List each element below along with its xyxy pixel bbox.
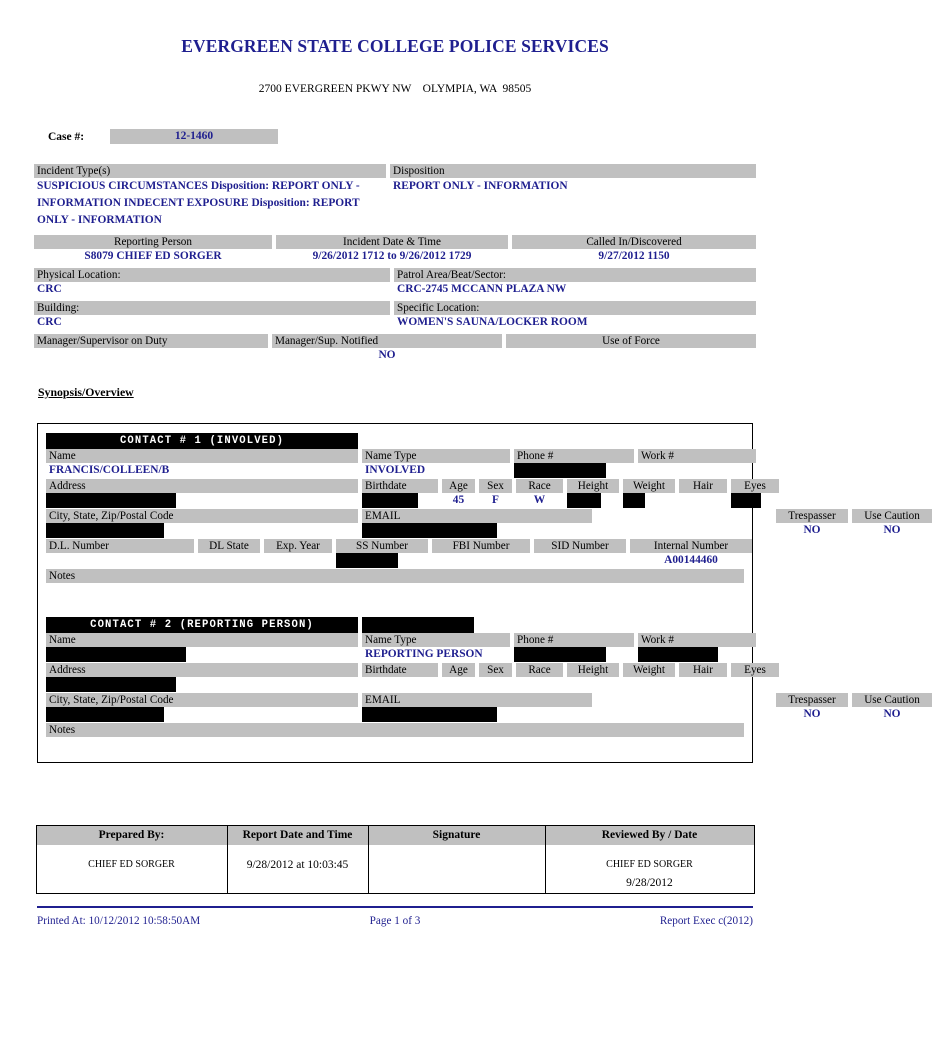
contact-field-value <box>679 493 727 508</box>
contact-field-label: Work # <box>638 633 756 647</box>
contact-city-header-row <box>46 693 920 707</box>
contact-field-label: Eyes <box>731 479 779 493</box>
prepared-by-header: Prepared By: <box>36 826 227 846</box>
contact-block <box>46 433 920 599</box>
contact-field-label: D.L. Number <box>46 539 194 553</box>
contact-field-label: Weight <box>623 479 675 493</box>
contact-demographic-value-row <box>46 677 744 693</box>
case-number-value: 12-1460 <box>110 129 278 144</box>
contact-field-value <box>623 677 675 692</box>
signature-value-row <box>36 845 754 893</box>
contact-field-value: 45 <box>452 494 465 506</box>
redaction-bar <box>362 493 418 508</box>
redaction-bar <box>731 493 761 508</box>
contact-demographic-header-row <box>46 663 766 677</box>
patrol-area-value: CRC-2745 MCCANN PLAZA NW <box>397 283 567 295</box>
signature-table <box>36 825 755 894</box>
contact-city-value-row <box>46 707 901 723</box>
contact-field-value <box>264 553 332 568</box>
signature-value[interactable] <box>368 845 545 893</box>
redaction-bar <box>362 707 497 722</box>
contact-field-label: SID Number <box>534 539 626 553</box>
contact-name-header-row <box>46 633 744 647</box>
redaction-bar <box>46 707 164 722</box>
contact-notes-row <box>46 569 744 583</box>
contact-field-label: Phone # <box>514 633 634 647</box>
contact-field-label: City, State, Zip/Postal Code <box>46 509 358 523</box>
contact-field-label: Sex <box>479 479 512 493</box>
contact-field-value <box>516 677 563 692</box>
contact-notes-row <box>46 723 744 737</box>
contact-field-label: Exp. Year <box>264 539 332 553</box>
police-report-page <box>0 36 920 1058</box>
disposition-value: REPORT ONLY - INFORMATION <box>393 180 568 192</box>
manager-on-duty-label: Manager/Supervisor on Duty <box>34 334 268 348</box>
contact-field-label: Sex <box>479 663 512 677</box>
contact-field-value: NO <box>803 524 821 536</box>
contact-field-label: Eyes <box>731 663 779 677</box>
contact-field-label: Race <box>516 479 563 493</box>
contact-field-label: City, State, Zip/Postal Code <box>46 693 358 707</box>
redaction-bar <box>514 463 606 478</box>
contact-field-label: Height <box>567 663 619 677</box>
contact-field-label: Birthdate <box>362 479 438 493</box>
location-header-row <box>34 268 756 282</box>
contact-field-label: Trespasser <box>776 693 848 707</box>
contact-field-label: DL State <box>198 539 260 553</box>
reporting-person-label: Reporting Person <box>34 235 272 249</box>
contact-field-value <box>534 553 626 568</box>
physical-location-label: Physical Location: <box>34 268 390 282</box>
building-label: Building: <box>34 301 390 315</box>
page-footer <box>37 915 753 927</box>
contact-field-value: FRANCIS/COLLEEN/B <box>49 464 170 476</box>
reviewed-by-header: Reviewed By / Date <box>545 826 754 846</box>
reporting-header-row <box>34 235 756 249</box>
reviewed-by-cell <box>545 845 754 893</box>
specific-location-label: Specific Location: <box>394 301 756 315</box>
contact-name-value-row <box>46 463 744 479</box>
called-in-label: Called In/Discovered <box>512 235 756 249</box>
contact-field-label: EMAIL <box>362 693 592 707</box>
contact-name-header-row <box>46 449 744 463</box>
contact-field-label: Address <box>46 663 358 677</box>
manager-notified-label: Manager/Sup. Notified <box>272 334 502 348</box>
contact-demographic-value-row <box>46 493 744 509</box>
redaction-bar <box>638 647 718 662</box>
notes-label: Notes <box>46 569 744 583</box>
synopsis-heading: Synopsis/Overview <box>38 385 134 399</box>
contact-field-value: NO <box>883 708 901 720</box>
contact-field-value <box>679 677 727 692</box>
contact-field-value <box>198 553 260 568</box>
redaction-bar <box>514 647 606 662</box>
specific-location-value: WOMEN'S SAUNA/LOCKER ROOM <box>397 316 588 328</box>
reporting-person-value: S8079 CHIEF ED SORGER <box>84 250 222 262</box>
redaction-bar <box>567 493 601 508</box>
disposition-label: Disposition <box>390 164 756 178</box>
contact-dl-header-row <box>46 539 744 553</box>
called-in-value: 9/27/2012 1150 <box>598 250 670 262</box>
contact-field-label: Work # <box>638 449 756 463</box>
case-number-label: Case #: <box>48 130 85 143</box>
signature-header-row <box>36 826 754 846</box>
case-number-row <box>0 129 790 144</box>
prepared-by-value: CHIEF ED SORGER <box>36 845 227 893</box>
notes-value <box>46 737 744 752</box>
building-value-row <box>34 315 756 330</box>
contact-field-value <box>567 677 619 692</box>
contact-field-label: Hair <box>679 479 727 493</box>
contact-field-value: INVOLVED <box>365 464 426 476</box>
contact-block <box>46 617 920 753</box>
report-datetime-header: Report Date and Time <box>227 826 368 846</box>
contact-demographic-header-row <box>46 479 766 493</box>
contact-field-label: Name <box>46 449 358 463</box>
building-value: CRC <box>37 316 62 328</box>
contact-field-label: Height <box>567 479 619 493</box>
contact-city-header-row <box>46 509 920 523</box>
notes-label: Notes <box>46 723 744 737</box>
redaction-bar <box>46 523 164 538</box>
page-number-text: Page 1 of 3 <box>369 914 421 927</box>
reviewed-by-value: CHIEF ED SORGER <box>606 859 693 870</box>
contact-field-label: Race <box>516 663 563 677</box>
incident-types-label: Incident Type(s) <box>34 164 386 178</box>
report-datetime-value: 9/28/2012 at 10:03:45 <box>227 845 368 893</box>
contact-field-label: Hair <box>679 663 727 677</box>
contact-field-value: REPORTING PERSON <box>365 648 483 660</box>
redaction-bar <box>362 523 497 538</box>
manager-header-row <box>34 334 756 348</box>
contact-title-row <box>46 433 744 449</box>
contact-field-label: Internal Number <box>630 539 752 553</box>
reporting-value-row <box>34 249 756 264</box>
contact-field-value: F <box>492 494 499 506</box>
contact-field-label: Birthdate <box>362 663 438 677</box>
footer-divider <box>37 906 753 908</box>
contact-field-label: Address <box>46 479 358 493</box>
contact-name-value-row <box>46 647 744 663</box>
contact-field-label: Trespasser <box>776 509 848 523</box>
contact-field-label: SS Number <box>336 539 428 553</box>
redaction-bar <box>46 677 176 692</box>
contact-field-value: NO <box>883 524 901 536</box>
incident-datetime-label: Incident Date & Time <box>276 235 508 249</box>
manager-notified-value: NO <box>378 349 396 361</box>
contact-field-label: Name Type <box>362 633 510 647</box>
incident-type-header-row <box>34 164 756 178</box>
contact-field-label: Name Type <box>362 449 510 463</box>
contact-field-label: Age <box>442 663 475 677</box>
patrol-area-label: Patrol Area/Beat/Sector: <box>394 268 756 282</box>
reviewed-date-value: 9/28/2012 <box>626 877 673 889</box>
signature-header: Signature <box>368 826 545 846</box>
contact-title-row <box>46 617 744 633</box>
redaction-bar <box>623 493 645 508</box>
contact-field-value: NO <box>803 708 821 720</box>
physical-location-value: CRC <box>37 283 62 295</box>
contact-field-label: FBI Number <box>432 539 530 553</box>
redaction-bar <box>46 647 186 662</box>
contact-field-value <box>731 677 779 692</box>
agency-address: 2700 EVERGREEN PKWY NW OLYMPIA, WA 98505 <box>258 83 532 95</box>
redaction-bar <box>336 553 398 568</box>
contact-field-label: Phone # <box>514 449 634 463</box>
contact-title: CONTACT # 2 (REPORTING PERSON) <box>46 617 358 633</box>
contact-field-label: Use Caution <box>852 509 932 523</box>
contact-title: CONTACT # 1 (INVOLVED) <box>46 433 358 449</box>
use-of-force-label: Use of Force <box>506 334 756 348</box>
contact-field-value <box>442 677 475 692</box>
manager-value-row <box>34 348 756 363</box>
contact-field-label: Use Caution <box>852 693 932 707</box>
contact-field-value <box>638 463 756 478</box>
contact-field-value <box>46 553 194 568</box>
incident-datetime-value: 9/26/2012 1712 to 9/26/2012 1729 <box>312 250 472 262</box>
incident-summary <box>34 164 756 363</box>
contact-field-value: A00144460 <box>664 554 718 566</box>
contact-field-value: W <box>533 494 546 506</box>
contact-field-value <box>432 553 530 568</box>
page-title: EVERGREEN STATE COLLEGE POLICE SERVICES <box>181 36 609 56</box>
incident-types-value: SUSPICIOUS CIRCUMSTANCES Disposition: REPORT ONLY - INFORMATION INDECENT EXPOSURE Disposition: REPORT ONLY - INFORMATION <box>37 180 360 226</box>
incident-type-value-row <box>34 178 756 229</box>
contact-field-value <box>479 677 512 692</box>
redaction-bar <box>362 617 474 633</box>
redaction-bar <box>46 493 176 508</box>
contact-field-label: Weight <box>623 663 675 677</box>
contacts-section <box>37 423 920 763</box>
contact-field-label: Name <box>46 633 358 647</box>
contact-city-value-row <box>46 523 901 539</box>
contact-field-label: Age <box>442 479 475 493</box>
building-header-row <box>34 301 756 315</box>
contact-field-label: EMAIL <box>362 509 592 523</box>
printed-at-text: Printed At: 10/12/2012 10:58:50AM <box>37 914 201 927</box>
product-name-text: Report Exec c(2012) <box>659 914 754 927</box>
contact-field-value <box>362 677 438 692</box>
notes-value <box>46 583 744 598</box>
location-value-row <box>34 282 756 297</box>
contact-dl-value-row <box>46 553 744 569</box>
